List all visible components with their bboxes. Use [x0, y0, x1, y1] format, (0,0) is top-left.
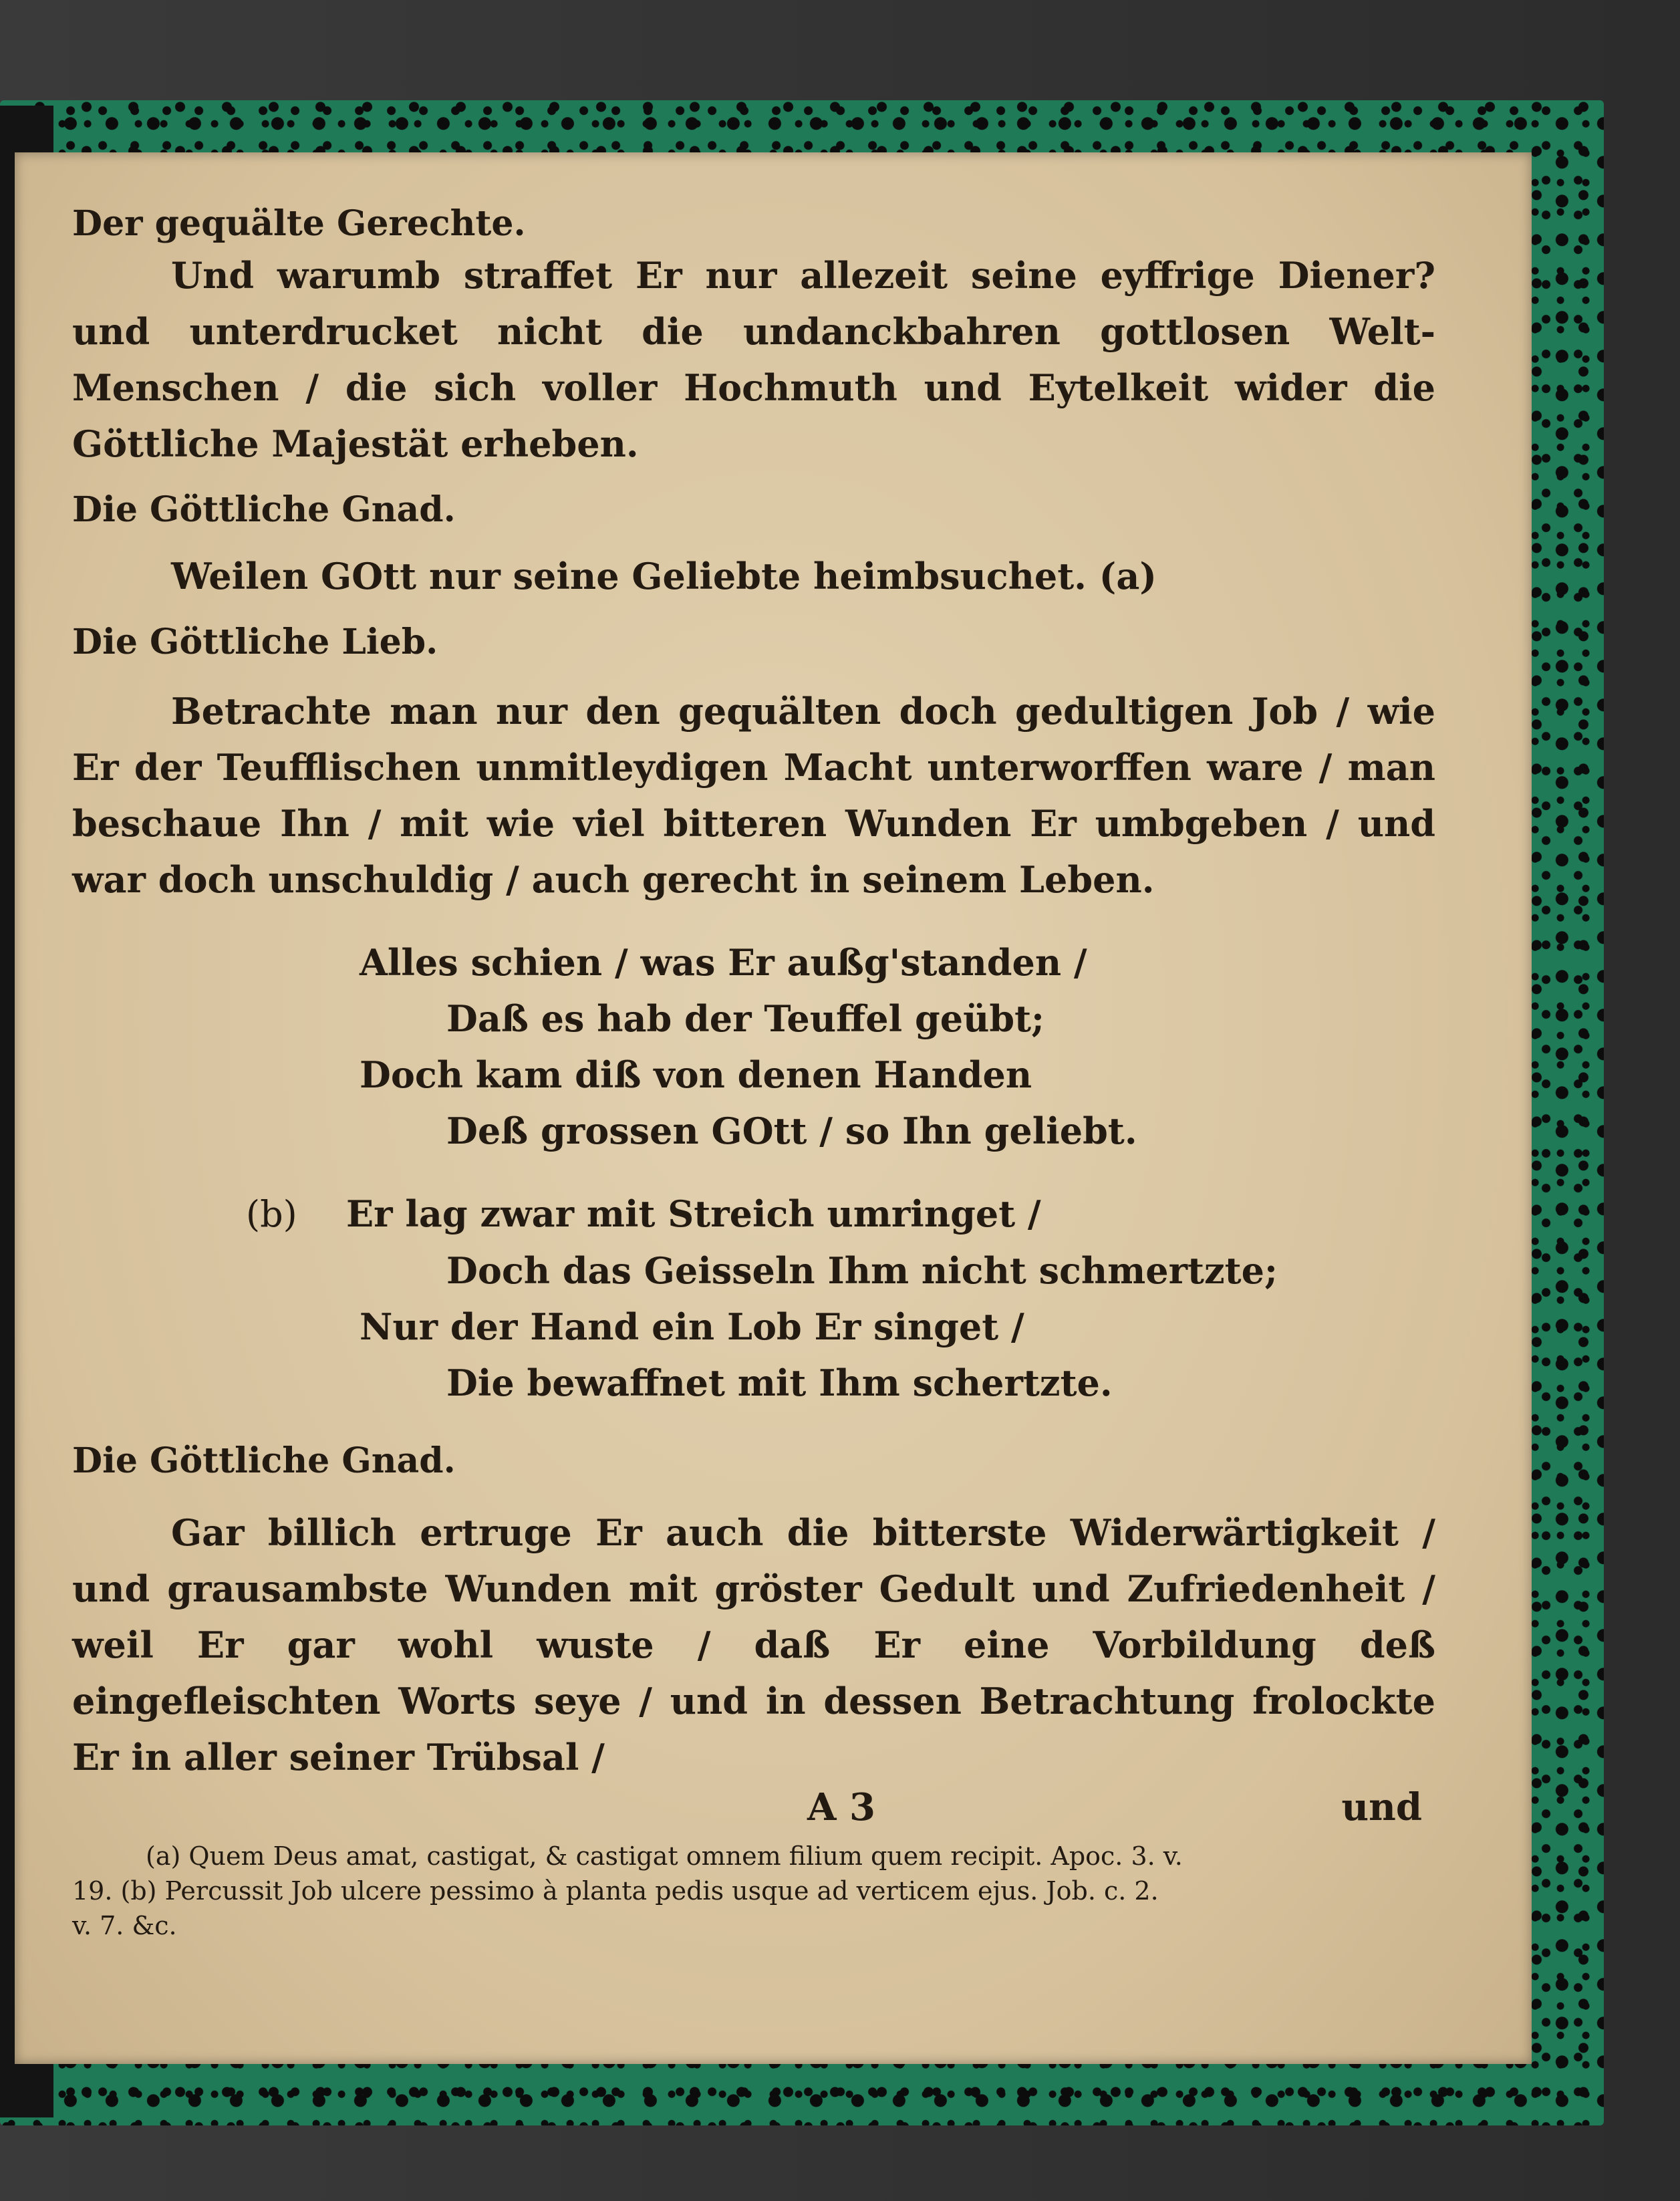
verse-line: Die bewaffnet mit Ihm schertzte.: [446, 1362, 1113, 1404]
speaker-heading: Die Göttliche Gnad.: [72, 1440, 456, 1481]
verse-line: Deß grossen GOtt / so Ihn geliebt.: [446, 1110, 1137, 1152]
paragraph: Gar billich ertruge Er auch die bitterste Widerwärtigkeit / und grausambste Wunden mit gröster Gedult und Zufriedenheit / weil Er gar wohl wuste / daß Er eine Vorbildung deß eingefleischten Worts seye / und in dessen Betrachtung frolockte Er in aller seiner Trübsal /: [72, 1511, 1435, 1779]
verse-line: Er lag zwar mit Streich umringet /: [346, 1192, 1041, 1235]
footnote-line: 19. (b) Percussit Job ulcere pessimo à planta pedis usque ad verticem ejus. Job. c. 2.: [72, 1876, 1159, 1906]
speaker-heading: Die Göttliche Gnad.: [72, 489, 456, 530]
verse-line: Doch kam diß von denen Handen: [360, 1053, 1032, 1096]
verse-line: Alles schien / was Er außg'standen /: [360, 941, 1087, 984]
paragraph: Und warumb straffet Er nur allezeit seine eyffrige Diener? und unterdrucket nicht die undanckbahren gottlosen Welt-Menschen / die sich voller Hochmuth und Eytelkeit wider die Göttliche Majestät erheben.: [72, 254, 1435, 465]
speaker-heading: Der gequälte Gerechte.: [72, 203, 526, 244]
footnote-line: v. 7. &c.: [72, 1911, 177, 1940]
page-text: [72, 201, 1435, 1943]
verse-line: Doch das Geisseln Ihm nicht schmertzte;: [446, 1249, 1278, 1292]
verse-line: Daß es hab der Teuffel geübt;: [446, 997, 1044, 1040]
paragraph: Weilen GOtt nur seine Geliebte heimbsuchet. (a): [171, 555, 1157, 598]
verse-stanza-1: [72, 934, 1435, 1159]
footnotes: [72, 1839, 1435, 1943]
footnote-marker: (b): [246, 1193, 297, 1235]
verse-stanza-2: [72, 1186, 1435, 1411]
signature-line: [72, 1785, 1435, 1839]
footnote-line: (a) Quem Deus amat, castigat, & castigat omnem filium quem recipit. Apoc. 3. v.: [146, 1841, 1183, 1871]
speaker-heading: Die Göttliche Lieb.: [72, 622, 438, 662]
signature-mark: A 3: [807, 1785, 875, 1829]
paragraph: Betrachte man nur den gequälten doch gedultigen Job / wie Er der Teufflischen unmitleydigen Macht unterworffen ware / man beschaue Ihn / mit wie viel bitteren Wunden Er umbgeben / und war doch unschuldig / auch gerecht in seinem Leben.: [72, 690, 1435, 901]
catchword: und: [1341, 1785, 1422, 1829]
verse-line: Nur der Hand ein Lob Er singet /: [360, 1305, 1024, 1348]
